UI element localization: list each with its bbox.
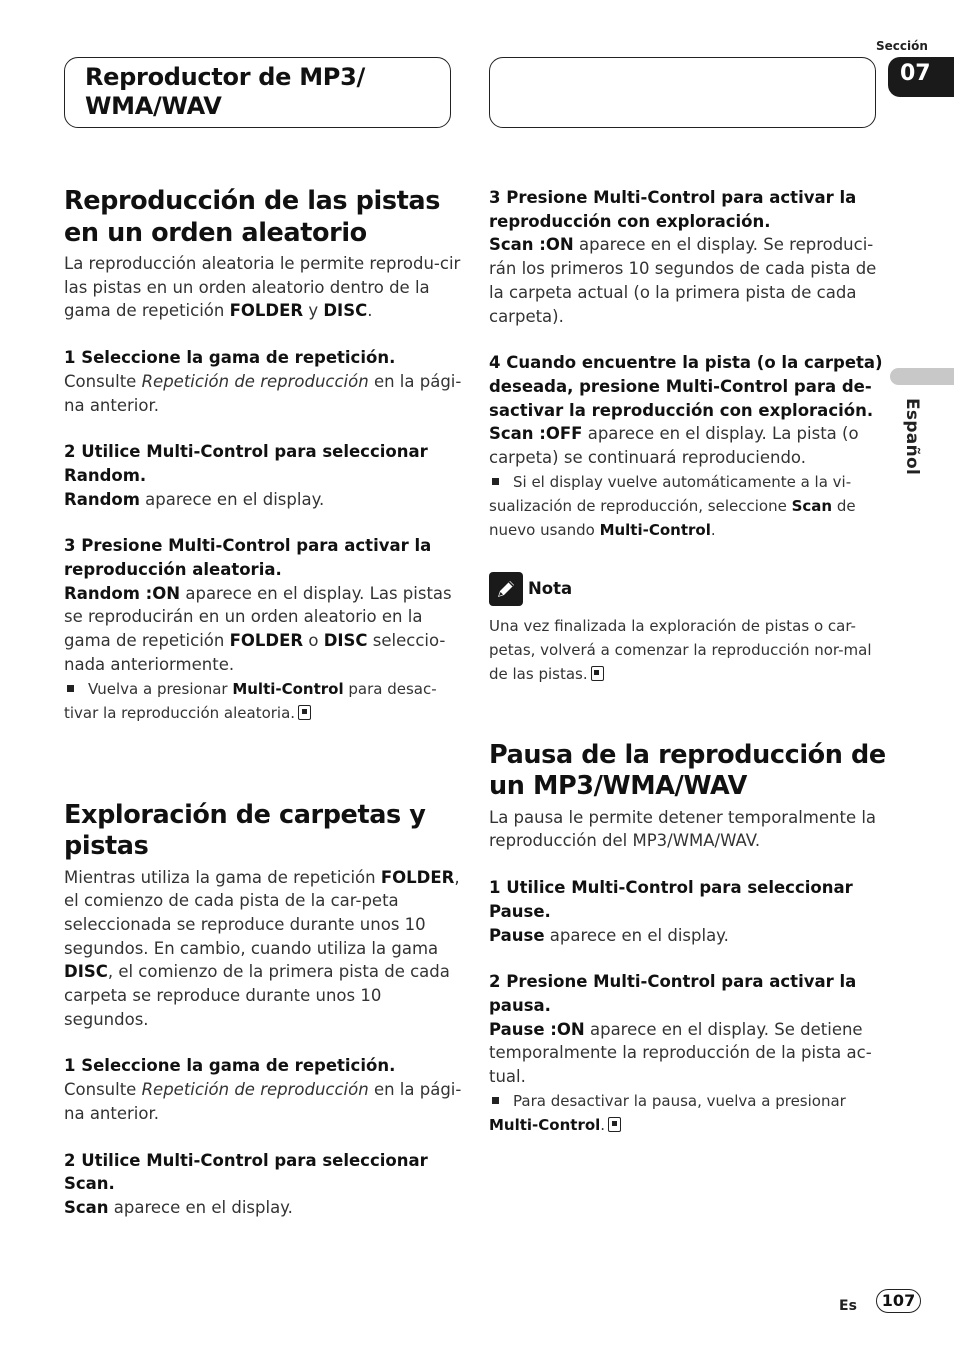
bullet-square-icon	[492, 478, 499, 485]
footer-language: Es	[839, 1298, 857, 1314]
nota-text: Una vez finalizada la exploración de pistas o car-petas, volverá a comenzar la reproducción nor-mal de las pistas.	[489, 616, 872, 683]
section-title-random: Reproducción de las pistas en un orden aleatorio	[64, 186, 440, 248]
note-paragraph: Vuelva a presionar Multi-Control para desac-tivar la reproducción aleatoria.	[64, 679, 437, 722]
step-heading: 1 Seleccione la gama de repetición.	[64, 1056, 396, 1076]
step-heading: 4 Cuando encuentre la pista (o la carpeta) deseada, presione Multi-Control para de-sactivar la reproducción con exploración.	[489, 353, 883, 420]
chapter-header-box-empty	[489, 57, 876, 128]
paragraph: Scan :ON aparece en el display. Se reproduci-rán los primeros 10 segundos de cada pista de la carpeta actual (o la primera pista de cada carpeta).	[489, 235, 877, 326]
language-tab	[890, 368, 954, 385]
paragraph: La pausa le permite detener temporalmente la reproducción del MP3/WMA/WAV.	[489, 807, 877, 851]
step-heading: 2 Presione Multi-Control para activar la pausa.	[489, 972, 857, 1015]
chapter-title: Reproductor de MP3/ WMA/WAV	[85, 63, 365, 120]
step-heading: 3 Presione Multi-Control para activar la reproducción aleatoria.	[64, 536, 432, 580]
paragraph: Mientras utiliza la gama de repetición FOLDER, el comienzo de cada pista de la car-peta seleccionada se reproduce durante unos 10 segundos. En cambio, cuando utiliza la gama DISC, el comienzo de la primera pista de cada carpeta se reproduce durante unos 10 segundos.	[64, 867, 460, 1029]
right-column	[489, 186, 889, 1137]
pencil-icon	[489, 572, 523, 606]
left-column	[64, 186, 464, 1220]
section-label: Sección	[876, 39, 928, 53]
step-heading: 1 Seleccione la gama de repetición.	[64, 348, 396, 368]
paragraph: Pause aparece en el display.	[489, 925, 729, 945]
section-number: 07	[900, 61, 931, 86]
paragraph: Consulte Repetición de reproducción en la pági-na anterior.	[64, 371, 462, 415]
step-heading: 1 Utilice Multi-Control para seleccionar Pause.	[489, 878, 853, 921]
end-mark-icon	[591, 666, 604, 681]
step-heading: 2 Utilice Multi-Control para seleccionar Scan.	[64, 1150, 428, 1194]
nota-header	[489, 572, 889, 606]
bullet-square-icon	[492, 1097, 499, 1104]
paragraph: Random aparece en el display.	[64, 489, 325, 509]
note-paragraph: Si el display vuelve automáticamente a la vi-sualización de reproducción, seleccione Scan de nuevo usando Multi-Control.	[489, 472, 856, 539]
step-heading: 3 Presione Multi-Control para activar la reproducción con exploración.	[489, 188, 857, 231]
step-heading: 2 Utilice Multi-Control para seleccionar Random.	[64, 442, 428, 485]
end-mark-icon	[298, 705, 311, 720]
paragraph: Consulte Repetición de reproducción en la pági-na anterior.	[64, 1080, 462, 1123]
end-mark-icon	[608, 1117, 621, 1132]
section-title-pause: Pausa de la reproducción de un MP3/WMA/WAV	[489, 739, 886, 802]
paragraph: Random :ON aparece en el display. Las pistas se reproducirán en un orden aleatorio en la gama de repetición FOLDER o DISC seleccio-nada anteriormente.	[64, 583, 452, 674]
chapter-header-box	[64, 57, 451, 128]
paragraph: Pause :ON aparece en el display. Se detiene temporalmente la reproducción de la pista ac-tual.	[489, 1019, 872, 1087]
nota-label: Nota	[528, 579, 573, 599]
bullet-square-icon	[67, 685, 74, 692]
note-paragraph: Para desactivar la pausa, vuelva a presionar Multi-Control.	[489, 1091, 846, 1134]
paragraph: Scan :OFF aparece en el display. La pista (o carpeta) se continuará reproduciendo.	[489, 424, 859, 468]
language-label: Español	[902, 398, 922, 476]
page-number: 107	[876, 1289, 921, 1313]
paragraph: Scan aparece en el display.	[64, 1197, 293, 1217]
paragraph: La reproducción aleatoria le permite reprodu-cir las pistas en un orden aleatorio dentro de la gama de repetición FOLDER y DISC.	[64, 254, 461, 321]
section-title-scan: Exploración de carpetas y pistas	[64, 799, 426, 862]
